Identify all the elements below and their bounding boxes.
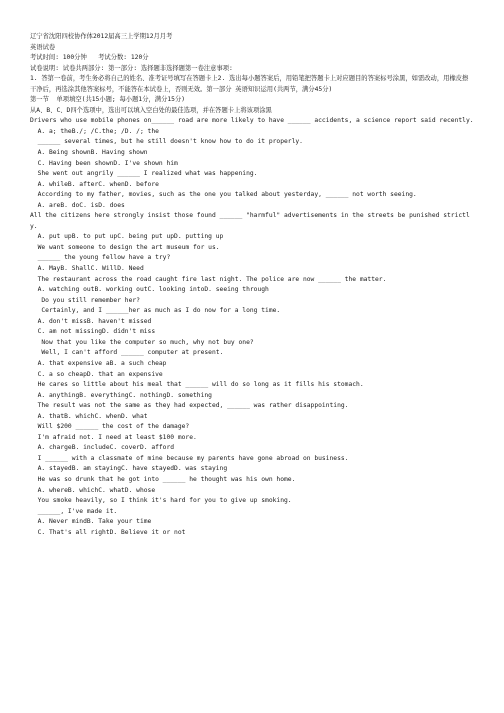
dialogue-line: You smoke heavily, so I think it's hard for you to give up smoking. [30, 497, 292, 505]
question-options: A. areB. doC. isD. does [30, 201, 125, 209]
question-stem: According to my father, movies, such as the one you talked about yesterday, ______ not worth seeing. [30, 191, 417, 199]
question-options: A. chargeB. includeC. coverD. afford [30, 444, 175, 452]
question-options: C. am not missingD. didn't miss [30, 328, 156, 336]
question-options: A. watching outB. working outC. looking intoD. seeing through [30, 286, 269, 294]
question-options: A. whereB. whichC. whatD. whose [30, 486, 156, 494]
question-stem: The restaurant across the road caught fire last night. The police are now ______ the matter. [30, 275, 387, 283]
question-stem: All the citizens here strongly insist those found ______ "harmful" advertisements in the streets be punished strictly. [30, 212, 470, 230]
question-options: C. Having been shownD. I've shown him [30, 159, 178, 167]
question-options: C. That's all rightD. Believe it or not [30, 528, 186, 536]
dialogue-line: Do you still remember her? [30, 296, 140, 304]
dialogue-line: Well, I can't afford ______ computer at present. [30, 349, 224, 357]
question-options: C. a so cheapD. that an expensive [30, 370, 163, 378]
dialogue-line: Will $200 ______ the cost of the damage? [30, 423, 190, 431]
question-options: A. Never mindB. Take your time [30, 518, 152, 526]
section-directions: 从A、B、C、D四个选项中，选出可以填入空白处的最佳选项，并在答题卡上将该项涂黑 [30, 106, 272, 114]
dialogue-line: Certainly, and I ______her as much as I do now for a long time. [30, 307, 281, 315]
question-options: A. put upB. to put upC. being put upD. putting up [30, 233, 224, 241]
question-options: A. don't missB. haven't missed [30, 317, 152, 325]
question-options: A. Being shownB. Having shown [30, 149, 148, 157]
question-stem: We want someone to design the art museum for us. [30, 243, 220, 251]
question-options: A. whileB. afterC. whenD. before [30, 180, 159, 188]
question-options: A. a; theB./; /C.the; /D. /; the [30, 127, 159, 135]
section-heading: 第一节 单项填空(共15小题; 每小题1分，满分15分) [30, 96, 186, 104]
dialogue-line: ______, I've made it. [30, 507, 118, 515]
exam-instructions-heading: 试卷说明: 试卷共两部分: 第一部分: 选择题非选择题第一卷注意事项: [30, 64, 233, 72]
question-options: A. thatB. whichC. whenD. what [30, 412, 148, 420]
question-stem: She went out angrily ______ I realized what was happening. [30, 170, 258, 178]
question-options: A. anythingB. everythingC. nothingD. something [30, 391, 212, 399]
question-stem: He cares so little about his meal that ______ will do so long as it fills his stomach. [30, 381, 364, 389]
question-stem: I ______ with a classmate of mine because my parents have gone abroad on business. [30, 454, 349, 462]
dialogue-line: Now that you like the computer so much, why not buy one? [30, 338, 254, 346]
question-options: A. that expensive aB. a such cheap [30, 359, 167, 367]
exam-title: 辽宁省沈阳四校协作体2012届高三上学期12月月考 [30, 33, 173, 40]
question-stem: ______ the young fellow have a try? [30, 254, 171, 262]
question-stem: He was so drunk that he got into ______ he thought was his own home. [30, 475, 296, 483]
question-stem: The result was not the same as they had expected, ______ was rather disappointing. [30, 402, 349, 410]
question-options: A. MayB. ShallC. WillD. Need [30, 265, 144, 273]
exam-instructions: 1. 答第一卷前，考生务必将自己的姓名、准考证号填写在答题卡上2. 选出每小题答案后，用铅笔把答题卡上对应题目的答案标号涂黑，如需改动，用橡皮擦干净后，再选涂其他答案标号，不能答在本试卷上，否则无效。第一部分 英语知识运用(共两节，满分45分) [30, 75, 469, 93]
question-options: A. stayedB. am stayingC. have stayedD. was staying [30, 465, 228, 473]
exam-info: 考试时间: 100分钟 考试分数: 120分 [30, 54, 149, 62]
dialogue-line: I'm afraid not. I need at least $100 more. [30, 433, 197, 441]
exam-subtitle: 英语试卷 [30, 43, 56, 51]
question-stem: ______ several times, but he still doesn't know how to do it properly. [30, 138, 303, 146]
question-stem: Drivers who use mobile phones on______ road are more likely to have ______ accidents, a science report said recently. [30, 117, 474, 125]
